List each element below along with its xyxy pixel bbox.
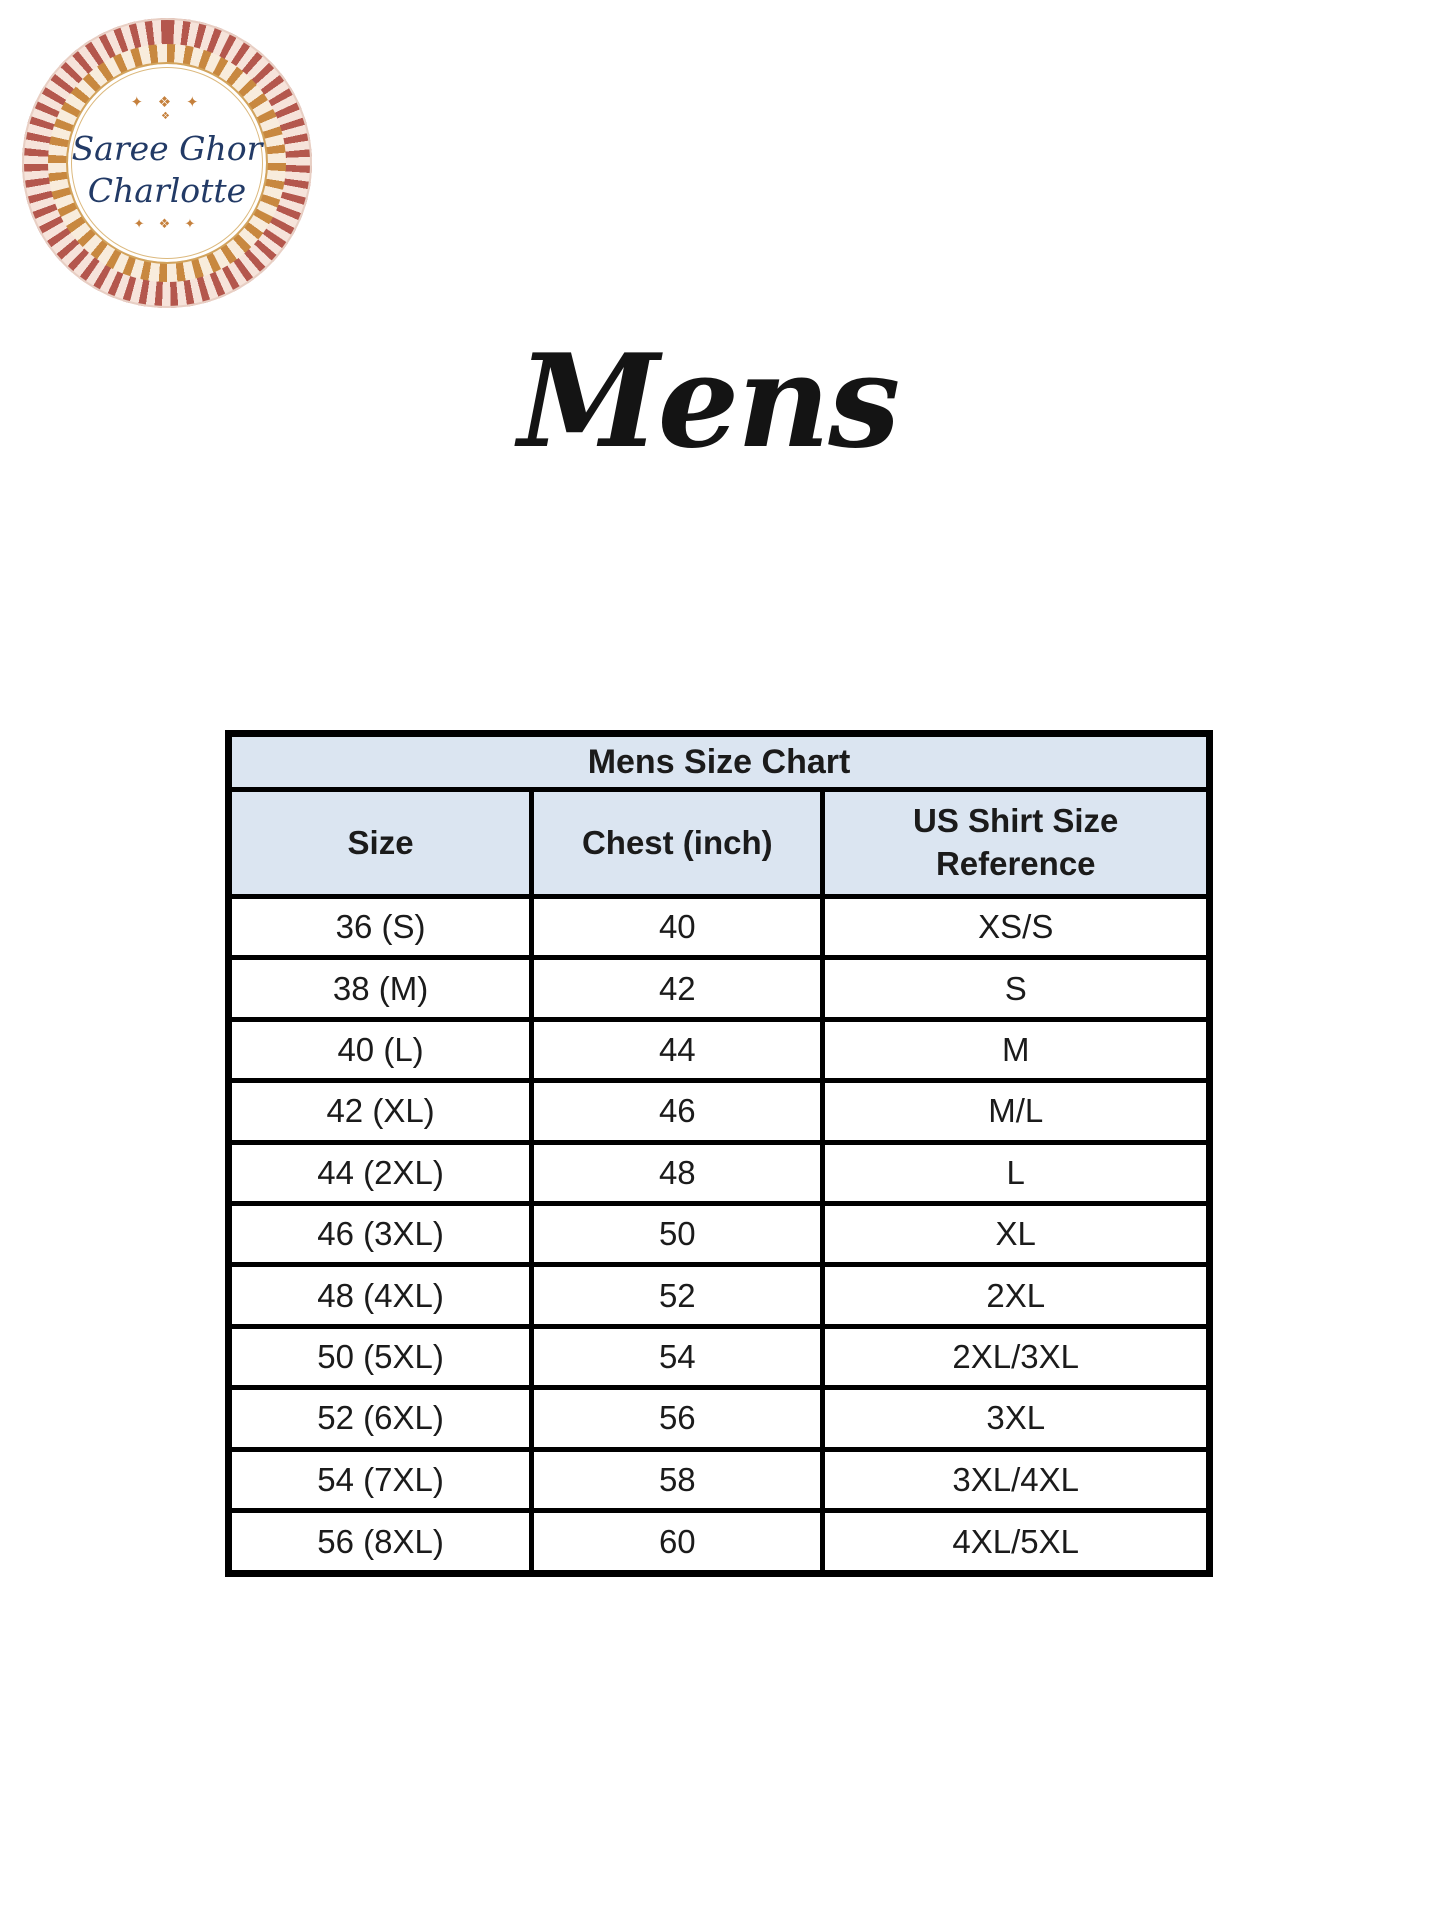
table-title-row [229,734,1210,790]
cell-chest: 52 [532,1265,823,1326]
cell-chest: 60 [532,1511,823,1574]
ornament-flourish-icon: ✦ ❖ ✦ [130,93,204,112]
cell-us: 4XL/5XL [823,1511,1210,1574]
cell-size: 46 (3XL) [229,1204,532,1265]
table-title: Mens Size Chart [229,734,1210,790]
size-table-row [229,1511,1210,1574]
cell-chest: 56 [532,1388,823,1449]
cell-chest: 58 [532,1449,823,1510]
size-table-row [229,1326,1210,1387]
cell-us: L [823,1142,1210,1203]
cell-size: 36 (S) [229,897,532,958]
size-table-row [229,1265,1210,1326]
size-table-row [229,1449,1210,1510]
cell-size: 40 (L) [229,1019,532,1080]
cell-size: 54 (7XL) [229,1449,532,1510]
cell-chest: 48 [532,1142,823,1203]
cell-us: M [823,1019,1210,1080]
cell-chest: 54 [532,1326,823,1387]
cell-size: 42 (XL) [229,1081,532,1142]
ornament-flourish-icon: ❖ [161,111,173,123]
brand-name-line1: Saree Ghor [71,129,263,169]
cell-size: 38 (M) [229,958,532,1019]
cell-us: M/L [823,1081,1210,1142]
cell-us: XL [823,1204,1210,1265]
cell-us: 2XL/3XL [823,1326,1210,1387]
column-header-chest: Chest (inch) [532,790,823,897]
column-header-size: Size [229,790,532,897]
cell-chest: 42 [532,958,823,1019]
page-title: Mens [518,327,899,477]
cell-us: 3XL/4XL [823,1449,1210,1510]
cell-us: 2XL [823,1265,1210,1326]
cell-chest: 40 [532,897,823,958]
cell-size: 44 (2XL) [229,1142,532,1203]
size-table-row [229,1204,1210,1265]
cell-size: 52 (6XL) [229,1388,532,1449]
size-table-row [229,1388,1210,1449]
cell-size: 50 (5XL) [229,1326,532,1387]
cell-chest: 46 [532,1081,823,1142]
brand-name-line2: Charlotte [87,170,247,210]
size-chart-section [225,730,1213,1577]
cell-chest: 50 [532,1204,823,1265]
size-chart-table [225,730,1213,1577]
size-table-row [229,1081,1210,1142]
cell-chest: 44 [532,1019,823,1080]
column-header-us-size [823,790,1210,897]
size-table-row [229,958,1210,1019]
cell-size: 48 (4XL) [229,1265,532,1326]
cell-us: S [823,958,1210,1019]
cell-us: XS/S [823,897,1210,958]
size-rows [229,897,1210,1574]
ornament-flourish-icon: ✦ ❖ ✦ [133,216,201,232]
column-header-row [229,790,1210,897]
brand-logo [22,18,312,308]
size-table-row [229,897,1210,958]
logo-gold-ring [48,44,286,282]
size-table-row [229,1019,1210,1080]
logo-inner-circle [66,62,268,264]
cell-us: 3XL [823,1388,1210,1449]
cell-size: 56 (8XL) [229,1511,532,1574]
size-table-row [229,1142,1210,1203]
column-header-us-size-label: US Shirt Size Reference [913,802,1119,882]
